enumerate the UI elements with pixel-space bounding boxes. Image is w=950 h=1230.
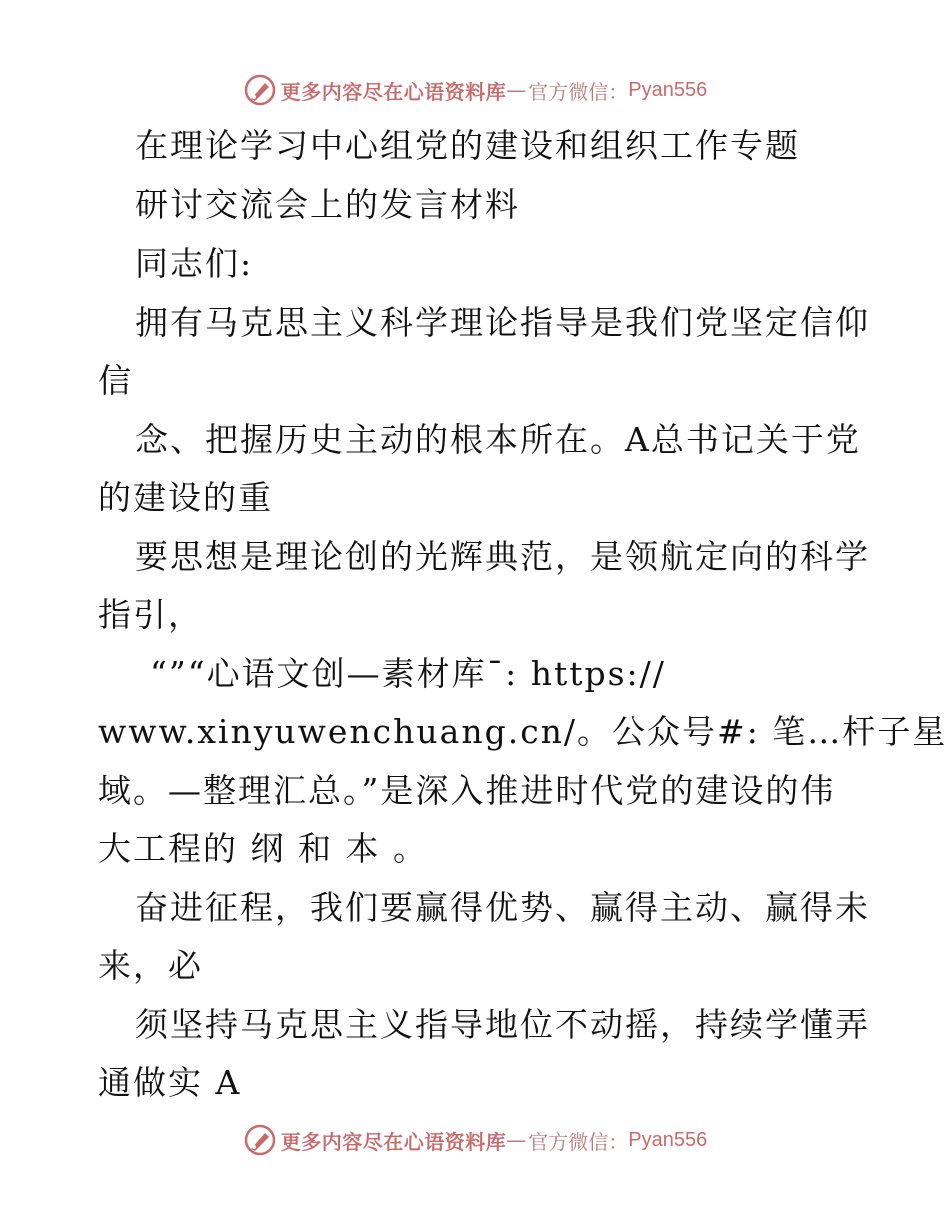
doc-title-line-2: 研讨交流会上的发言材料: [135, 185, 520, 224]
doc-text-line: 拥有马克思主义科学理论指导是我们党坚定信仰: [135, 303, 870, 342]
doc-salutation: 同志们:: [135, 244, 254, 283]
header-wechat-id: Pyan556: [628, 78, 708, 101]
header-watermark: [0, 70, 950, 110]
doc-text-line: 域。—整理汇总。”是深入推进时代党的建设的伟: [98, 771, 836, 810]
footer-separator: —: [506, 1128, 527, 1152]
doc-text-line: 大工程的 纲 和 本 。: [98, 829, 428, 868]
doc-text-line: 信: [98, 361, 133, 400]
header-wechat-label: 官方微信：: [528, 79, 629, 104]
pen-logo-icon: [243, 1123, 277, 1157]
doc-text-line: 来，必: [98, 946, 203, 985]
doc-text-line: “”“心语文创—素材库¯: https://: [150, 654, 666, 693]
pen-logo-icon: [243, 73, 277, 107]
header-brand-text: 更多内容尽在心语资料库: [280, 79, 507, 104]
footer-wechat-label: 官方微信：: [528, 1129, 629, 1154]
footer-wechat-id: Pyan556: [628, 1128, 708, 1151]
doc-text-line: 指引，: [98, 595, 203, 634]
doc-text-line: 念、把握历史主动的根本所在。A总书记关于党: [135, 420, 861, 459]
doc-text-line: 须坚持马克思主义指导地位不动摇，持续学懂弄: [135, 1005, 870, 1044]
doc-text-line: 要思想是理论创的光辉典范，是领航定向的科学: [135, 537, 870, 576]
doc-text-line: 通做实 A: [98, 1063, 242, 1102]
doc-text-line: www.xinyuwenchuang.cn/。公众号#: 笔…杆子星: [98, 712, 948, 751]
doc-title-line-1: 在理论学习中心组党的建设和组织工作专题: [135, 126, 800, 165]
footer-watermark: [0, 1120, 950, 1160]
header-separator: —: [506, 78, 527, 102]
doc-text-line: 奋进征程，我们要赢得优势、赢得主动、赢得未: [135, 888, 870, 927]
doc-text-line: 的建设的重: [98, 478, 273, 517]
footer-brand-text: 更多内容尽在心语资料库: [280, 1129, 507, 1154]
